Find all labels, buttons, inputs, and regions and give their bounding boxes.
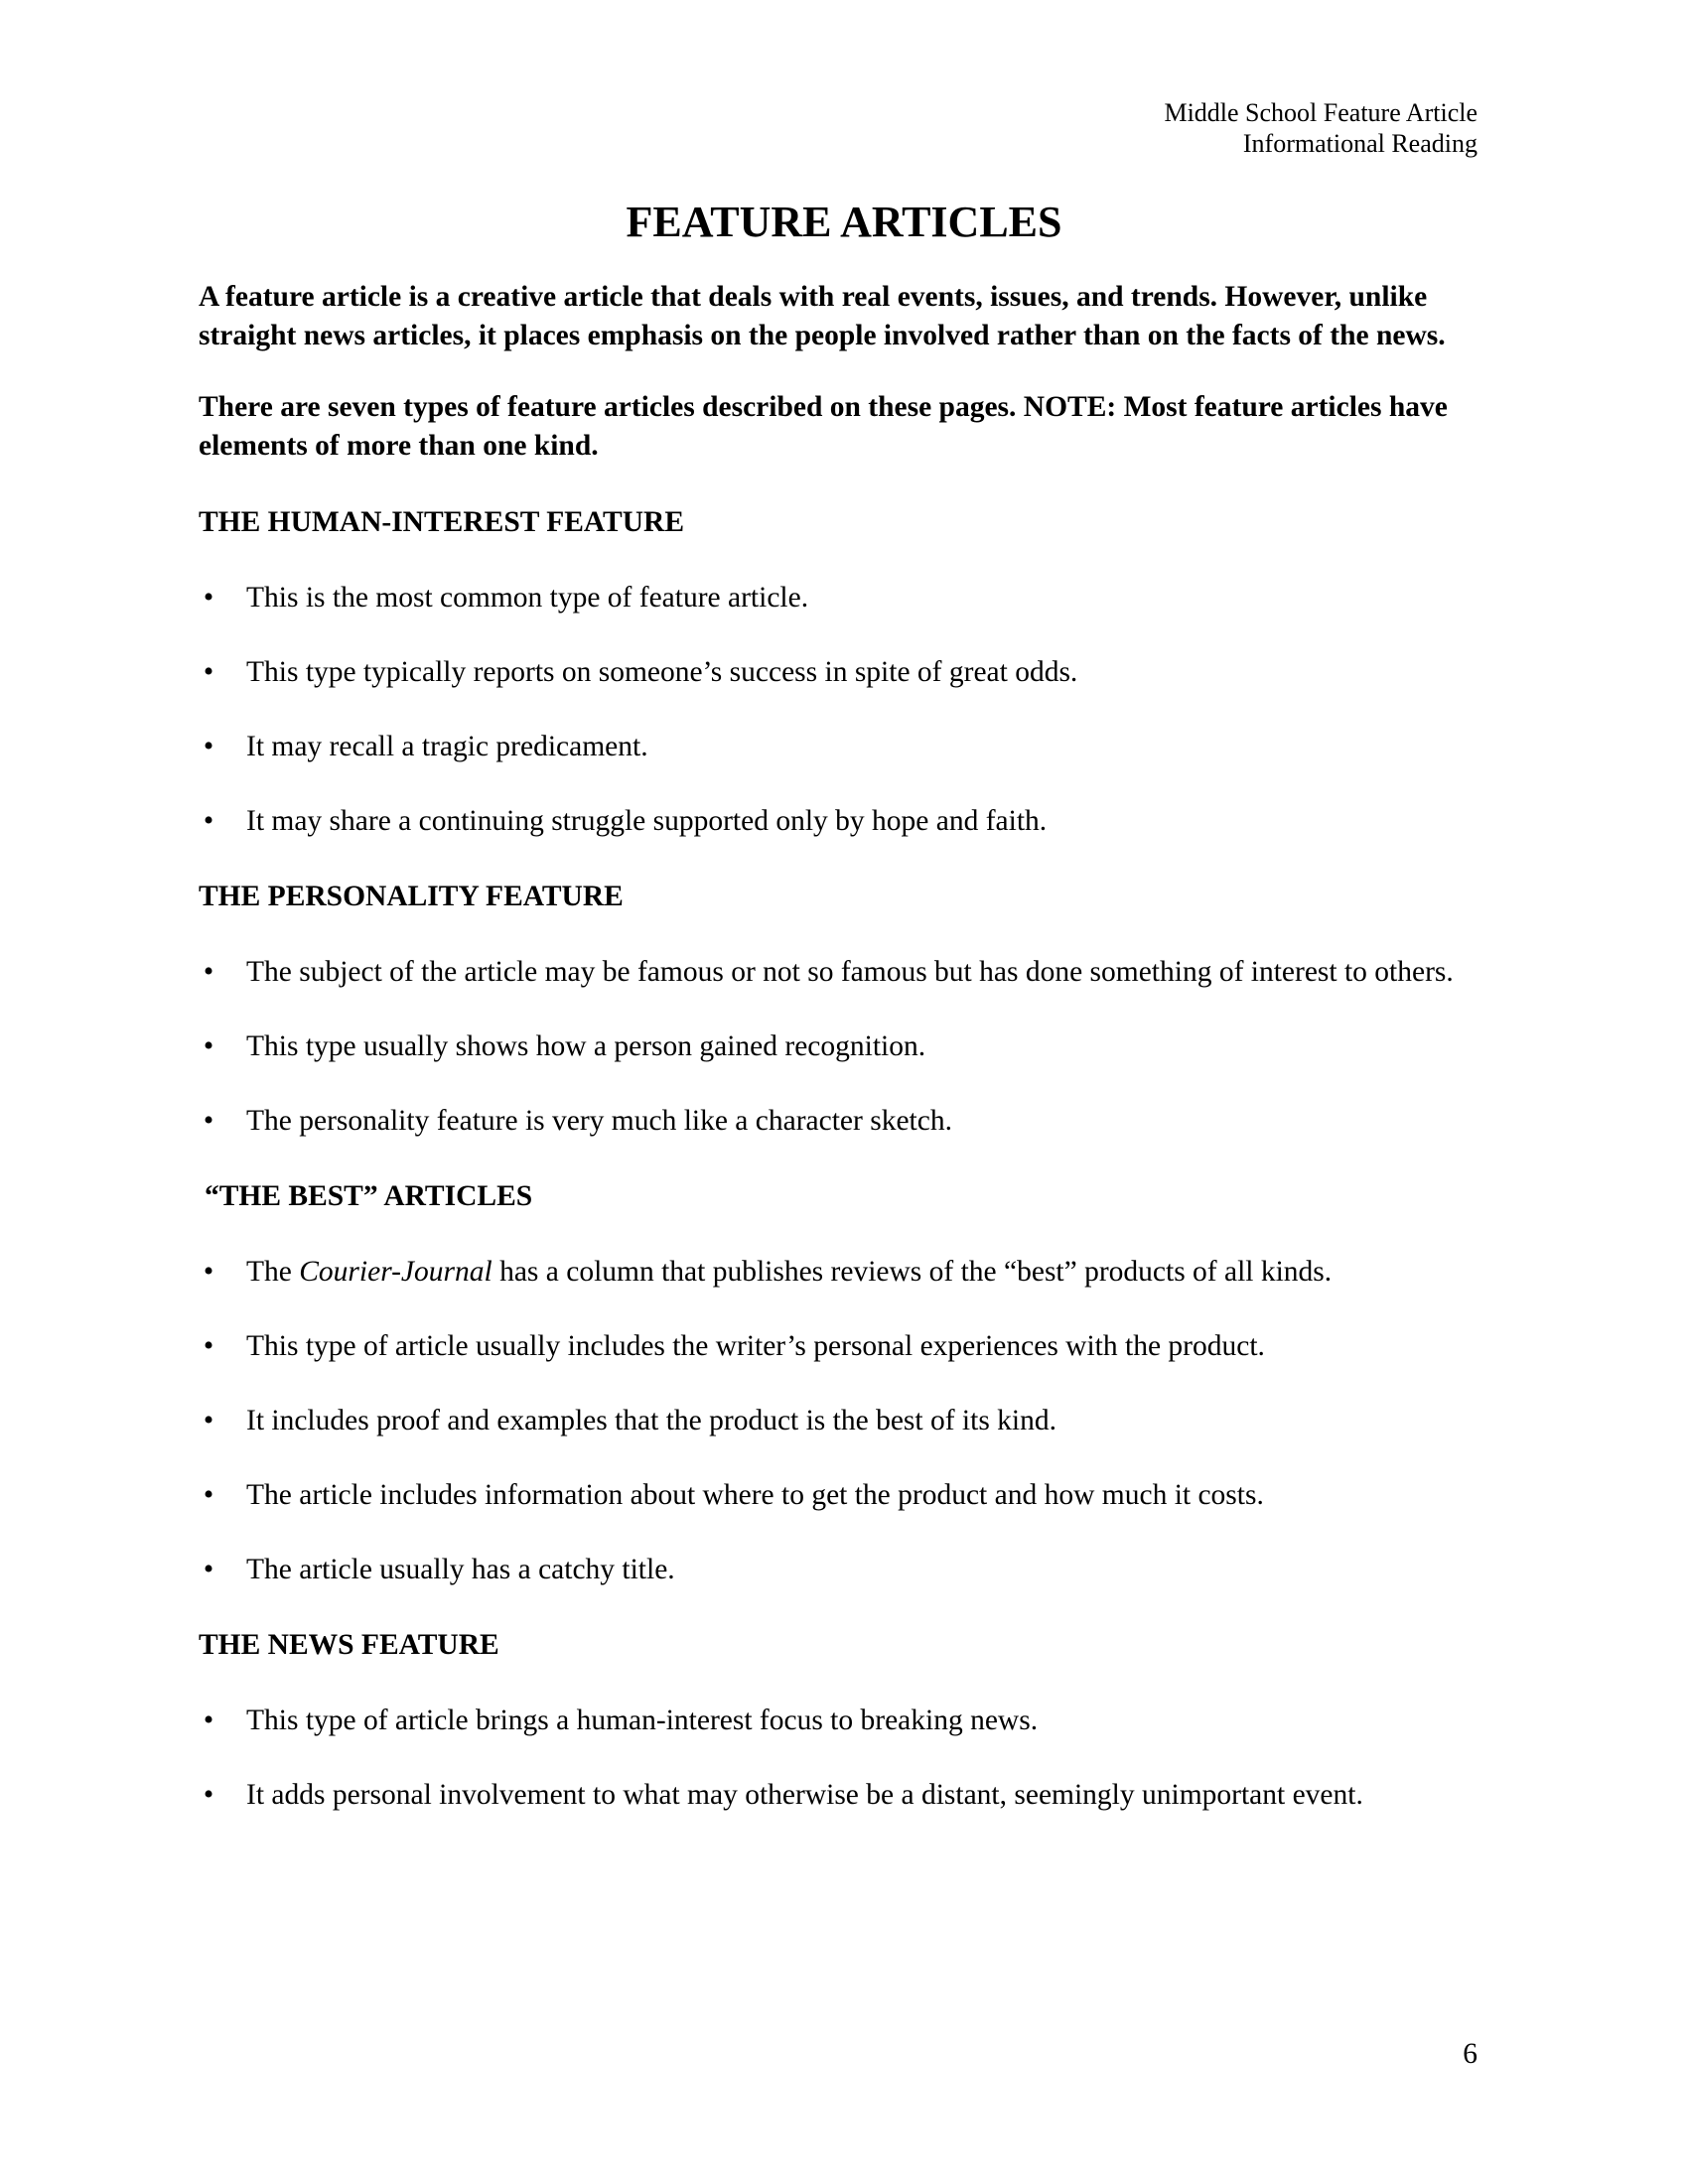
list-item bbox=[199, 1702, 1489, 1739]
bullet-icon: • bbox=[203, 656, 214, 688]
intro-paragraph-2: There are seven types of feature articles described on these pages. NOTE: Most feature articles have elements of more than one kind. bbox=[199, 391, 1448, 462]
header-line-2: Informational Reading bbox=[1242, 129, 1477, 158]
bullet-icon: • bbox=[203, 1105, 214, 1137]
section-news bbox=[199, 1626, 1489, 1814]
section-heading-news: THE NEWS FEATURE bbox=[199, 1629, 499, 1661]
list-item bbox=[199, 579, 1489, 616]
bullet-list-news bbox=[199, 1702, 1489, 1814]
bullet-icon: • bbox=[203, 731, 214, 762]
list-item-text: It may recall a tragic predicament. bbox=[246, 731, 648, 762]
list-item-text: This type of article brings a human-interest focus to breaking news. bbox=[246, 1705, 1039, 1736]
list-item bbox=[199, 1027, 1489, 1065]
list-item-text: The article includes information about where to get the product and how much it costs. bbox=[246, 1479, 1264, 1511]
document-body bbox=[199, 278, 1489, 1814]
section-heading-human-interest: THE HUMAN-INTEREST FEATURE bbox=[199, 506, 685, 538]
list-item bbox=[199, 728, 1489, 765]
list-item bbox=[199, 653, 1489, 691]
bullet-icon: • bbox=[203, 582, 214, 614]
list-item bbox=[199, 1402, 1489, 1439]
page-title: FEATURE ARTICLES bbox=[626, 198, 1062, 246]
list-item-text: It includes proof and examples that the product is the best of its kind. bbox=[246, 1405, 1056, 1436]
section-the-best bbox=[199, 1177, 1489, 1588]
list-item-text-after: has a column that publishes reviews of the “best” products of all kinds. bbox=[492, 1256, 1333, 1288]
bullet-icon: • bbox=[203, 1554, 214, 1585]
section-personality bbox=[199, 878, 1489, 1140]
list-item-text: It adds personal involvement to what may otherwise be a distant, seemingly unimportant event. bbox=[246, 1779, 1363, 1811]
list-item bbox=[199, 953, 1489, 991]
list-item-text: This type usually shows how a person gained recognition. bbox=[246, 1030, 926, 1062]
bullet-icon: • bbox=[203, 1479, 214, 1511]
bullet-list-personality bbox=[199, 953, 1489, 1140]
bullet-icon: • bbox=[203, 1405, 214, 1436]
list-item-text: This type of article usually includes the writer’s personal experiences with the product. bbox=[246, 1330, 1265, 1362]
section-human-interest bbox=[199, 503, 1489, 840]
section-heading-personality: THE PERSONALITY FEATURE bbox=[199, 881, 624, 912]
list-item-text: The subject of the article may be famous or not so famous but has done something of interest to others. bbox=[246, 956, 1454, 988]
list-item-text: It may share a continuing struggle supported only by hope and faith. bbox=[246, 805, 1048, 837]
list-item bbox=[199, 1253, 1489, 1291]
page-number: 6 bbox=[1463, 2038, 1477, 2070]
list-item bbox=[199, 1776, 1489, 1814]
header-line-1: Middle School Feature Article bbox=[1164, 98, 1477, 127]
bullet-icon: • bbox=[203, 1256, 214, 1288]
section-heading-the-best: “THE BEST” ARTICLES bbox=[205, 1180, 533, 1212]
bullet-icon: • bbox=[203, 1330, 214, 1362]
intro-paragraph-1: A feature article is a creative article that deals with real events, issues, and trends. However, unlike straight news articles, it places emphasis on the people involved rather than on the facts of the news. bbox=[199, 281, 1446, 351]
publication-name: Courier-Journal bbox=[299, 1256, 492, 1288]
list-item-text-before: The bbox=[246, 1256, 300, 1288]
bullet-list-the-best bbox=[199, 1253, 1489, 1588]
bullet-icon: • bbox=[203, 956, 214, 988]
running-header bbox=[1164, 97, 1477, 159]
bullet-list-human-interest bbox=[199, 579, 1489, 840]
list-item-text: This type typically reports on someone’s success in spite of great odds. bbox=[246, 656, 1078, 688]
list-item-text: The personality feature is very much like a character sketch. bbox=[246, 1105, 952, 1137]
bullet-icon: • bbox=[203, 1030, 214, 1062]
list-item bbox=[199, 1476, 1489, 1514]
list-item-text: This is the most common type of feature article. bbox=[246, 582, 809, 614]
list-item-text: The article usually has a catchy title. bbox=[246, 1554, 675, 1585]
bullet-icon: • bbox=[203, 1705, 214, 1736]
list-item bbox=[199, 1551, 1489, 1588]
bullet-icon: • bbox=[203, 1779, 214, 1811]
list-item bbox=[199, 802, 1489, 840]
list-item bbox=[199, 1327, 1489, 1365]
bullet-icon: • bbox=[203, 805, 214, 837]
list-item bbox=[199, 1102, 1489, 1140]
